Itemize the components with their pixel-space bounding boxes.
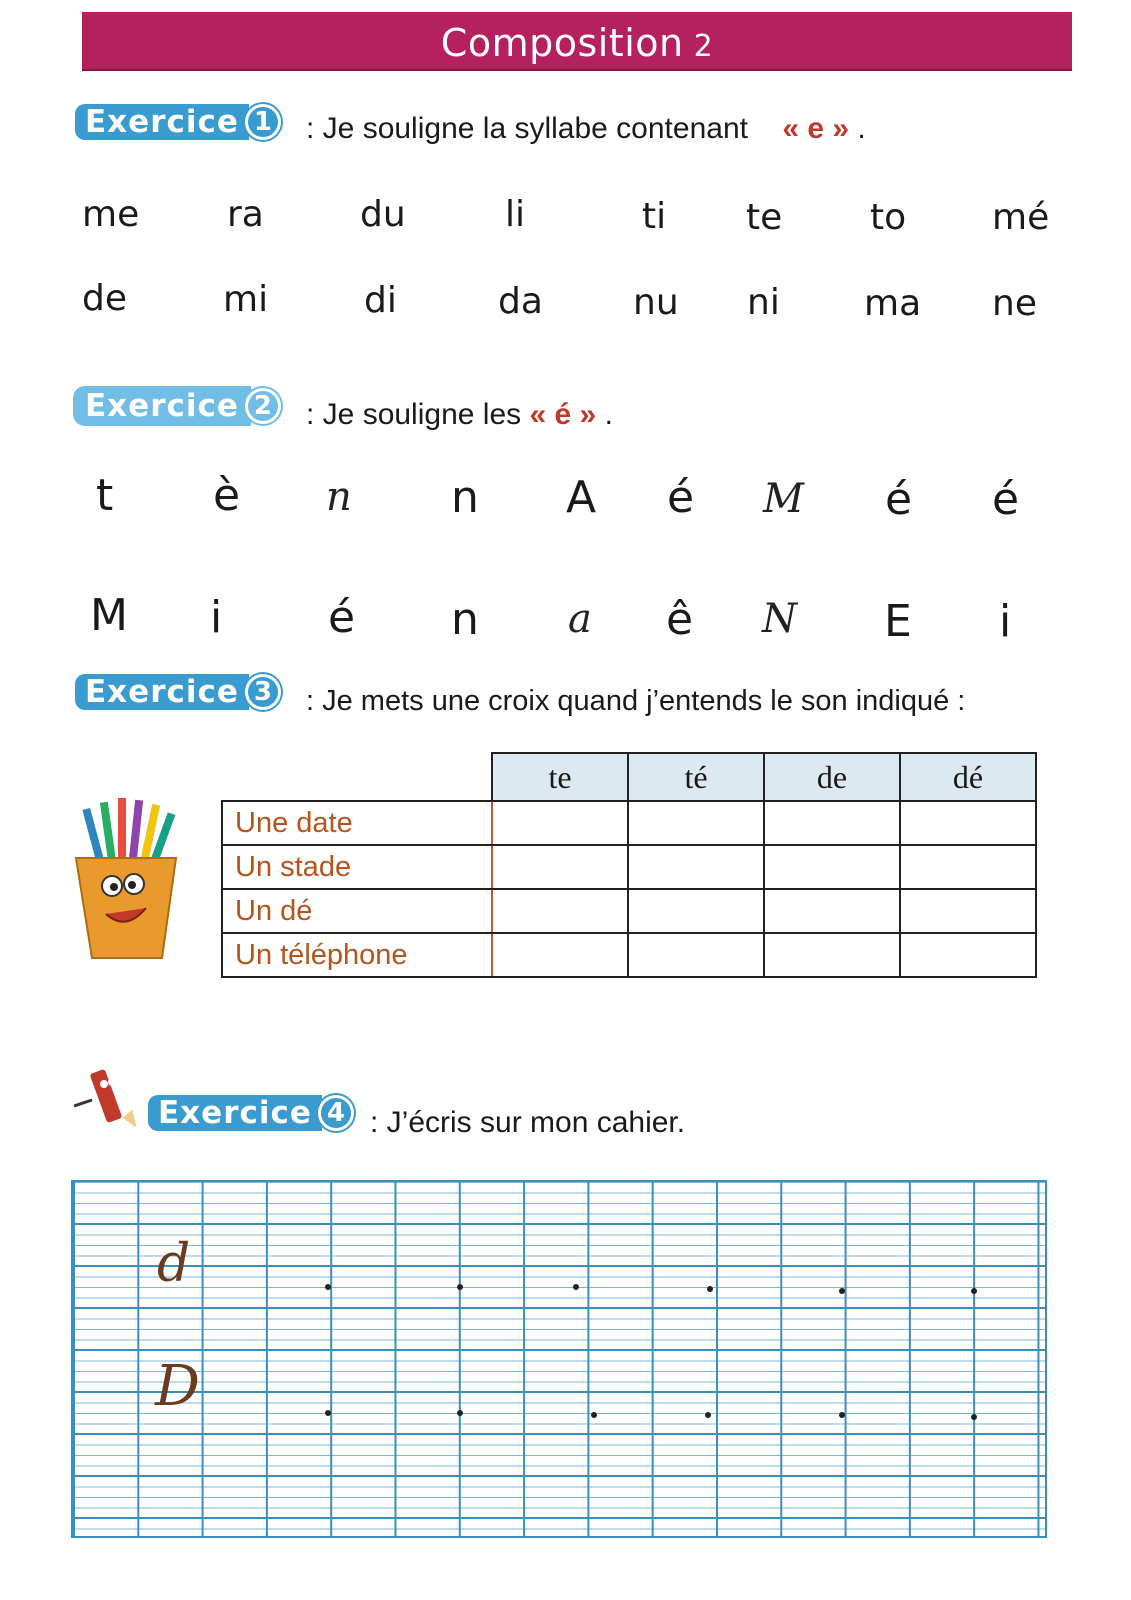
syllable[interactable]: ne <box>992 283 1037 324</box>
guide-dot <box>325 1410 331 1416</box>
grid-main-line <box>73 1265 1045 1267</box>
guide-dot <box>591 1412 597 1418</box>
letter[interactable]: é <box>992 474 1020 525</box>
row-label: Une date <box>222 801 492 845</box>
exercise-2-instruction <box>306 398 613 432</box>
table-header: té <box>628 753 764 801</box>
syllable[interactable]: te <box>746 197 783 238</box>
answer-cell[interactable] <box>492 933 628 977</box>
answer-cell[interactable] <box>764 845 900 889</box>
table-corner <box>222 753 492 801</box>
answer-cell[interactable] <box>492 801 628 845</box>
writing-grid[interactable] <box>71 1180 1047 1538</box>
letter[interactable]: n <box>451 594 479 645</box>
syllable[interactable]: du <box>360 194 406 235</box>
model-letter: D <box>155 1354 200 1419</box>
row-label: Un stade <box>222 845 492 889</box>
model-letter: d <box>157 1234 191 1294</box>
exercise-4-badge <box>148 1095 354 1131</box>
guide-dot <box>839 1412 845 1418</box>
answer-cell[interactable] <box>492 845 628 889</box>
answer-cell[interactable] <box>628 845 764 889</box>
letter[interactable]: i <box>210 592 223 643</box>
answer-cell[interactable] <box>628 933 764 977</box>
table-row <box>222 845 1036 889</box>
grid-main-line <box>73 1433 1045 1435</box>
syllable[interactable]: li <box>505 194 526 235</box>
syllable[interactable]: mi <box>223 279 269 320</box>
sound-table <box>221 752 1037 978</box>
letter[interactable]: E <box>884 596 912 647</box>
guide-dot <box>573 1284 579 1290</box>
answer-cell[interactable] <box>764 801 900 845</box>
pencil-cup-icon <box>70 796 182 966</box>
syllable[interactable]: ti <box>642 196 667 237</box>
letter-cursive[interactable]: M <box>763 476 804 522</box>
badge-number: 4 <box>318 1095 354 1131</box>
instruction-text: : Je souligne les <box>306 398 522 431</box>
badge-number: 1 <box>245 104 281 140</box>
letter[interactable]: è <box>213 470 241 521</box>
instruction-end: . <box>857 112 866 145</box>
badge-label: Exercice <box>148 1095 322 1131</box>
letter[interactable]: t <box>96 470 114 521</box>
table-header: dé <box>900 753 1036 801</box>
syllable[interactable]: to <box>870 197 907 238</box>
answer-cell[interactable] <box>764 933 900 977</box>
syllable[interactable]: ni <box>747 282 780 323</box>
answer-cell[interactable] <box>628 889 764 933</box>
syllable[interactable]: di <box>364 280 397 321</box>
letter[interactable]: é <box>328 592 356 643</box>
letter[interactable]: é <box>667 472 695 523</box>
title-number: 2 <box>693 29 714 64</box>
syllable[interactable]: ma <box>864 283 922 324</box>
instruction-end: . <box>604 398 613 431</box>
exercise-1-instruction <box>306 112 866 146</box>
badge-label: Exercice <box>75 104 249 140</box>
syllable[interactable]: me <box>82 194 140 235</box>
syllable[interactable]: nu <box>633 282 679 323</box>
letter[interactable]: M <box>90 590 128 641</box>
exercise-2-badge <box>75 388 281 424</box>
syllable[interactable]: mé <box>992 197 1050 238</box>
guide-dot <box>325 1284 331 1290</box>
guide-dot <box>705 1412 711 1418</box>
letter[interactable]: n <box>451 472 479 523</box>
target-letter: « e » <box>782 112 850 145</box>
grid-main-line <box>73 1307 1045 1309</box>
exercise-3-instruction: : Je mets une croix quand j’entends le son indiqué : <box>306 685 966 717</box>
target-letter: « é » <box>529 398 597 431</box>
instruction-text: : Je souligne la syllabe contenant <box>306 112 748 145</box>
grid-main-line <box>73 1391 1045 1393</box>
guide-dot <box>707 1286 713 1292</box>
answer-cell[interactable] <box>492 889 628 933</box>
syllable[interactable]: de <box>82 278 127 319</box>
table-row <box>222 801 1036 845</box>
exercise-3-badge <box>75 674 281 710</box>
title-text: Composition <box>440 21 684 65</box>
row-label: Un téléphone <box>222 933 492 977</box>
badge-number: 3 <box>245 674 281 710</box>
letter[interactable]: A <box>566 472 597 523</box>
letter[interactable]: i <box>999 596 1012 647</box>
badge-label: Exercice <box>75 388 249 424</box>
table-header: te <box>492 753 628 801</box>
answer-cell[interactable] <box>764 889 900 933</box>
pencil-mascot-icon <box>70 1060 142 1140</box>
table-header-row <box>222 753 1036 801</box>
grid-main-line <box>73 1517 1045 1519</box>
answer-cell[interactable] <box>628 801 764 845</box>
letter-cursive[interactable]: a <box>568 596 592 642</box>
letter[interactable]: é <box>885 474 913 525</box>
guide-dot <box>457 1410 463 1416</box>
answer-cell[interactable] <box>900 801 1036 845</box>
guide-dot <box>971 1414 977 1420</box>
answer-cell[interactable] <box>900 933 1036 977</box>
syllable[interactable]: ra <box>227 194 264 235</box>
badge-number: 2 <box>245 388 281 424</box>
grid-main-line <box>73 1475 1045 1477</box>
guide-dot <box>457 1284 463 1290</box>
grid-main-line <box>73 1349 1045 1351</box>
table-row <box>222 933 1036 977</box>
letter-cursive[interactable]: n <box>326 474 352 520</box>
table-header: de <box>764 753 900 801</box>
badge-label: Exercice <box>75 674 249 710</box>
letter-cursive[interactable]: N <box>762 596 797 642</box>
grid-main-line <box>73 1223 1045 1225</box>
title-banner <box>82 12 1072 69</box>
table-row <box>222 889 1036 933</box>
exercise-1-badge <box>75 104 281 140</box>
syllable[interactable]: da <box>498 281 543 322</box>
guide-dot <box>839 1288 845 1294</box>
exercise-4-instruction: : J’écris sur mon cahier. <box>370 1106 686 1139</box>
answer-cell[interactable] <box>900 889 1036 933</box>
row-label: Un dé <box>222 889 492 933</box>
guide-dot <box>971 1288 977 1294</box>
answer-cell[interactable] <box>900 845 1036 889</box>
letter[interactable]: ê <box>666 594 694 645</box>
page-title <box>82 21 1072 65</box>
